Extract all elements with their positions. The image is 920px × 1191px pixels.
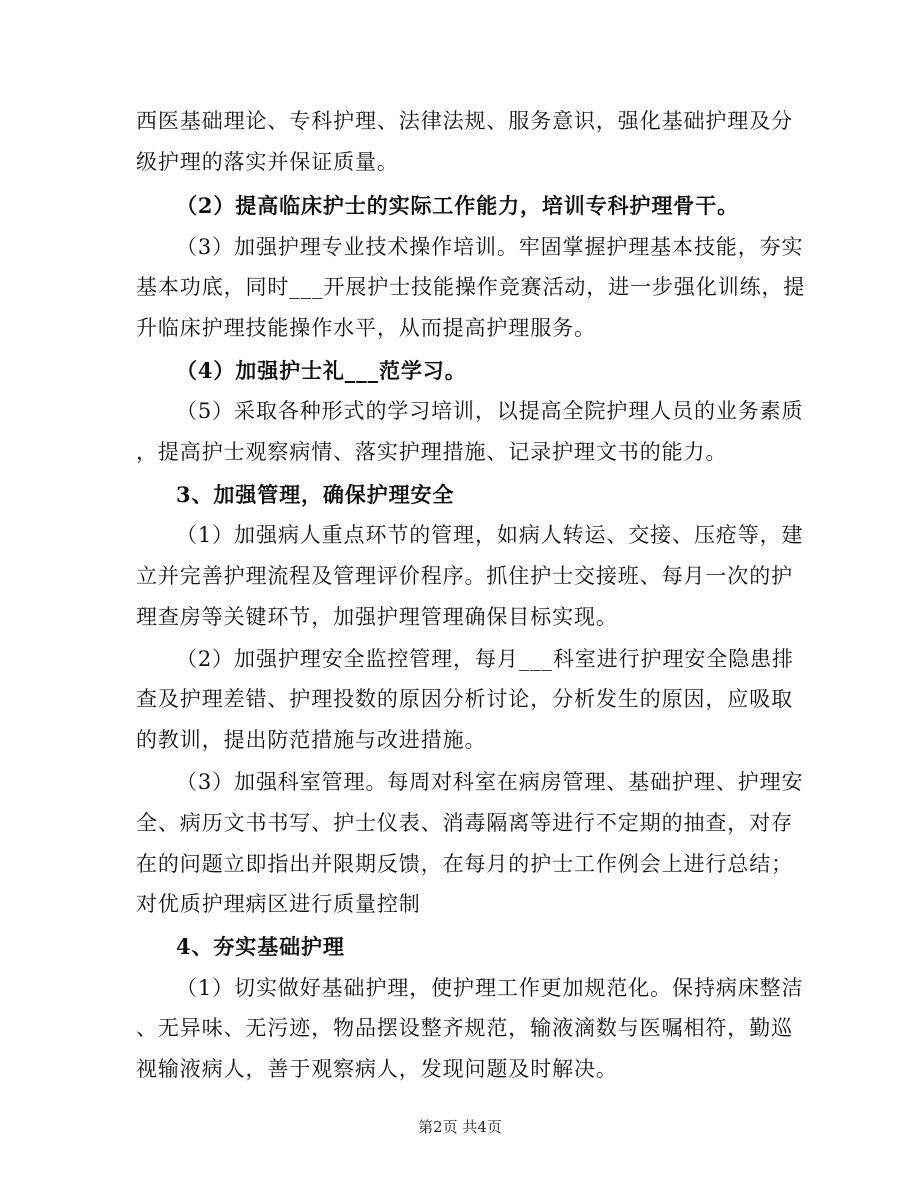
text-line: 视输液病人，善于观察病人，发现问题及时解决。 bbox=[136, 1057, 618, 1081]
text-line: （5）采取各种形式的学习培训，以提高全院护理人员的业务素质 bbox=[176, 399, 804, 423]
section-heading: （4）加强护士礼___范学习。 bbox=[176, 358, 467, 383]
text-line: 级护理的落实并保证质量。 bbox=[136, 150, 399, 174]
text-line: （2）加强护理安全监控管理，每月___科室进行护理安全隐患排 bbox=[176, 647, 794, 671]
text-line: （3）加强科室管理。每周对科室在病房管理、基础护理、护理安 bbox=[176, 770, 804, 794]
section-heading: 4、夯实基础护理 bbox=[176, 934, 345, 959]
text-line: 西医基础理论、专科护理、法律法规、服务意识，强化基础护理及分 bbox=[136, 109, 793, 133]
text-line: 在的问题立即指出并限期反馈，在每月的护士工作例会上进行总结； bbox=[136, 852, 793, 876]
text-line: 、无异味、无污迹，物品摆设整齐规范，输液滴数与医嘱相符，勤巡 bbox=[136, 1016, 793, 1040]
text-line: 基本功底，同时___开展护士技能操作竞赛活动，进一步强化训练，提 bbox=[136, 275, 806, 299]
section-heading: 3、加强管理，确保护理安全 bbox=[176, 482, 455, 507]
text-line: 升临床护理技能操作水平，从而提高护理服务。 bbox=[136, 316, 596, 340]
section-heading: （2）提高临床护士的实际工作能力，培训专科护理骨干。 bbox=[176, 193, 740, 218]
text-line: （3）加强护理专业技术操作培训。牢固掌握护理基本技能，夯实 bbox=[176, 235, 804, 259]
text-line: 全、病历文书书写、护士仪表、消毒隔离等进行不定期的抽查，对存 bbox=[136, 811, 793, 835]
text-line: 理查房等关键环节，加强护理管理确保目标实现。 bbox=[136, 605, 618, 629]
text-line: 查及护理差错、护理投数的原因分析讨论，分析发生的原因，应吸取 bbox=[136, 687, 793, 711]
text-line: 立并完善护理流程及管理评价程序。抓住护士交接班、每月一次的护 bbox=[136, 564, 793, 588]
text-line: ，提高护士观察病情、落实护理措施、记录护理文书的能力。 bbox=[136, 440, 728, 464]
text-line: （1）切实做好基础护理，使护理工作更加规范化。保持病床整洁 bbox=[176, 976, 804, 1000]
text-line: 的教训，提出防范措施与改进措施。 bbox=[136, 728, 487, 752]
text-line: （1）加强病人重点环节的管理，如病人转运、交接、压疮等，建 bbox=[176, 523, 804, 547]
page-number: 第2页 共4页 bbox=[418, 1118, 502, 1136]
text-line: 对优质护理病区进行质量控制 bbox=[136, 892, 421, 916]
